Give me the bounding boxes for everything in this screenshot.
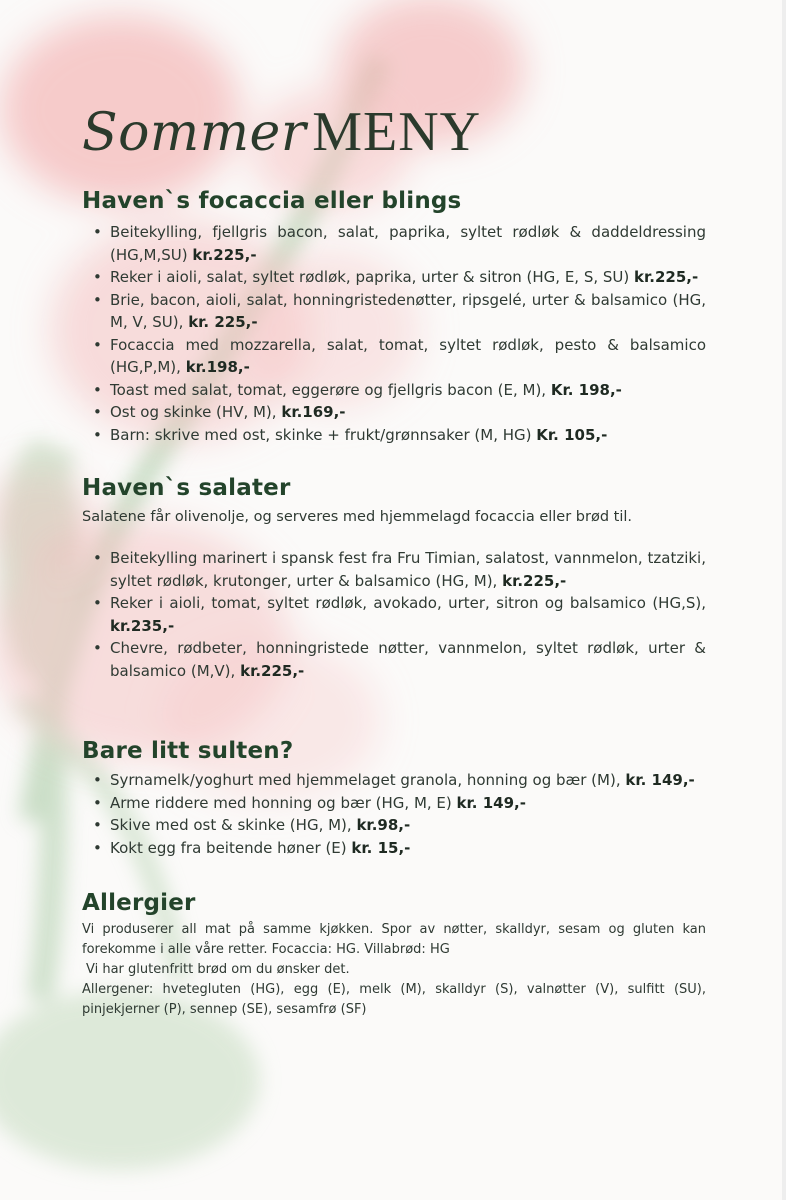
section-sulten bbox=[82, 738, 706, 859]
allergy-text: Allergener: hvetegluten (HG), egg (E), melk (M), skalldyr (S), valnøtter (V), sulfitt (SU), pinjekjerner (P), sennep (SE), sesamfrø (SF) bbox=[82, 982, 706, 1017]
menu-item: • Reker i aioli, salat, syltet rødløk, paprika, urter & sitron (HG, E, S, SU) kr.225,- bbox=[82, 266, 706, 289]
menu-item: • Beitekylling marinert i spansk fest fra Fru Timian, salatost, vannmelon, tzatziki, syltet rødløk, krutonger, urter & balsamico (HG, M), kr.225,- bbox=[82, 547, 706, 592]
menu-item: • Ost og skinke (HV, M), kr.169,- bbox=[82, 401, 706, 424]
menu-item: • Barn: skrive med ost, skinke + frukt/grønnsaker (M, HG) Kr. 105,- bbox=[82, 424, 706, 447]
menu-item: • Arme riddere med honning og bær (HG, M, E) kr. 149,- bbox=[82, 792, 706, 815]
allergy-text: Vi produserer all mat på samme kjøkken. Spor av nøtter, skalldyr, sesam og gluten kan forekomme i alle våre retter. Focaccia: HG. Villabrød: HG bbox=[82, 922, 706, 957]
section-heading: Haven`s focaccia eller blings bbox=[82, 188, 462, 214]
page-edge bbox=[782, 0, 786, 1200]
section-heading: Bare litt sulten? bbox=[82, 738, 294, 764]
menu-item: • Syrnamelk/yoghurt med hjemmelaget granola, honning og bær (M), kr. 149,- bbox=[82, 769, 706, 792]
menu-item: • Focaccia med mozzarella, salat, tomat, syltet rødløk, pesto & balsamico (HG,P,M), kr.198,- bbox=[82, 334, 706, 379]
section-salater bbox=[82, 475, 706, 682]
section-heading: Allergier bbox=[82, 890, 196, 916]
page-title bbox=[82, 100, 481, 164]
menu-item: • Toast med salat, tomat, eggerøre og fjellgris bacon (E, M), Kr. 198,- bbox=[82, 379, 706, 402]
menu-item: • Reker i aioli, tomat, syltet rødløk, avokado, urter, sitron og balsamico (HG,S), kr.235,- bbox=[82, 592, 706, 637]
menu-item: • Beitekylling, fjellgris bacon, salat, paprika, syltet rødløk & daddeldressing (HG,M,SU) kr.225,- bbox=[82, 221, 706, 266]
allergy-text: Vi har glutenfritt brød om du ønsker det. bbox=[86, 962, 350, 977]
title-caps: MENY bbox=[312, 101, 482, 163]
title-script: Sommer bbox=[82, 103, 307, 163]
menu-list bbox=[82, 221, 706, 446]
menu-item: • Brie, bacon, aioli, salat, honningristedenøtter, ripsgelé, urter & balsamico (HG, M, V, SU), kr. 225,- bbox=[82, 289, 706, 334]
menu-list bbox=[82, 547, 706, 682]
section-allergier bbox=[82, 890, 706, 1020]
menu-item: • Skive med ost & skinke (HG, M), kr.98,- bbox=[82, 814, 706, 837]
menu-item: • Kokt egg fra beitende høner (E) kr. 15,- bbox=[82, 837, 706, 860]
menu-item: • Chevre, rødbeter, honningristede nøtter, vannmelon, syltet rødløk, urter & balsamico (M,V), kr.225,- bbox=[82, 637, 706, 682]
section-heading: Haven`s salater bbox=[82, 475, 291, 501]
menu-list bbox=[82, 769, 706, 859]
section-intro: Salatene får olivenolje, og serveres med hjemmelagd focaccia eller brød til. bbox=[82, 509, 633, 525]
section-focaccia bbox=[82, 188, 706, 446]
